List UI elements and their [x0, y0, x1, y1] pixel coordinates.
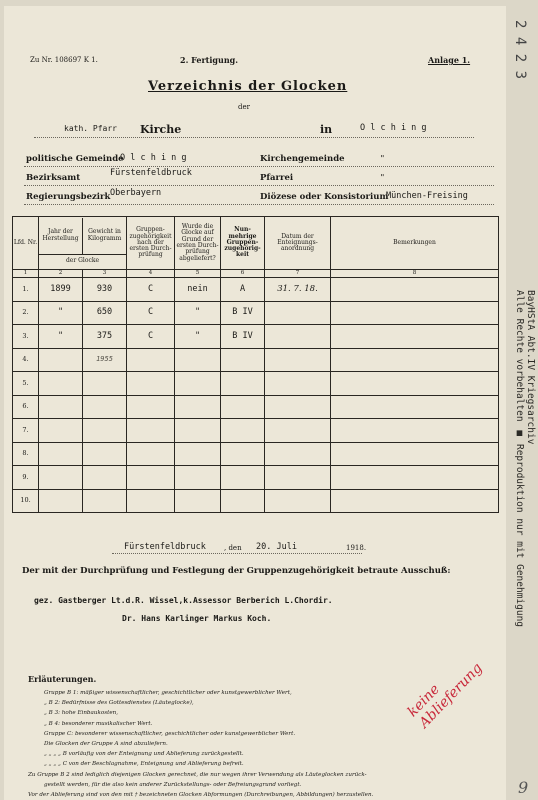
cell-bem — [331, 278, 499, 302]
cell-gruppe — [127, 466, 175, 490]
document-page — [4, 6, 506, 800]
table-row — [13, 466, 499, 490]
dioezese-value: München-Freising — [386, 191, 468, 201]
note-line: „ „ „ „ B vorläufig von der Enteignung und Ablieferung zurückgestellt. — [44, 751, 244, 758]
cell-nun — [221, 419, 265, 443]
date-den: , den — [224, 544, 242, 552]
bezirksamt-label: Bezirksamt — [26, 173, 81, 183]
cell-datum — [265, 325, 331, 349]
pfarrei-label: Pfarrei — [260, 173, 294, 183]
cell-datum — [265, 395, 331, 419]
cell-abgeliefert — [175, 442, 221, 466]
cell-abgeliefert — [175, 372, 221, 396]
cell-jahr — [39, 489, 83, 513]
cell-abgeliefert: " — [175, 301, 221, 325]
cell-jahr — [39, 372, 83, 396]
table-row — [13, 419, 499, 443]
header-bemerkungen: Bemerkungen — [331, 217, 499, 270]
cell-jahr — [39, 419, 83, 443]
pfarrei-value: " — [380, 173, 385, 182]
archive-stamp-line-2: Alle Rechte vorbehalten ■ Reproduktion nur mit Genehmigung — [514, 290, 525, 628]
header-abgeliefert: Wurde die Glocke auf Grund der ersten Durch-prüfung abgeliefert? — [175, 217, 221, 270]
note-line: „ B 3: hohe Einbaukosten, — [44, 710, 119, 717]
church-kind: kath. Pfarr — [64, 124, 117, 133]
cell-bem — [331, 489, 499, 513]
bell-register-table — [12, 216, 499, 513]
cell-jahr — [39, 442, 83, 466]
handwritten-red-note: keine Ablieferung — [404, 660, 486, 732]
field-rule-1 — [24, 166, 494, 167]
table-row — [13, 278, 499, 302]
cell-gewicht — [83, 442, 127, 466]
cell-bem — [331, 348, 499, 372]
cell-abgeliefert — [175, 489, 221, 513]
reference-number: Zu Nr. 108697 K 1. — [30, 56, 98, 64]
cell-datum — [265, 348, 331, 372]
committee-signatures-1: gez. Gastberger Lt.d.R. Wissel,k.Assessor Berberich L.Chordir. — [34, 596, 333, 605]
note-line: Vor der Ablieferung sind von den mit † bezeichneten Glocken Abformungen (Durchreibungen, Abbildungen) herzustellen. — [28, 792, 374, 799]
table-row — [13, 395, 499, 419]
committee-signatures-2: Dr. Hans Karlinger Markus Koch. — [122, 614, 272, 623]
table-row — [13, 442, 499, 466]
table-body — [13, 278, 499, 513]
church-line-rule — [34, 137, 474, 138]
notes-title: Erläuterungen. — [28, 674, 97, 684]
note-line: gestellt werden, für die also kein anderer Zurückstellungs- oder Befreiungsgrund vorliegt. — [44, 781, 302, 788]
cell-bem — [331, 395, 499, 419]
cell-nun: B IV — [221, 325, 265, 349]
header-der-glocke: der Glocke — [39, 254, 126, 269]
cell-gewicht — [83, 489, 127, 513]
cell-abgeliefert — [175, 419, 221, 443]
cell-bem — [331, 301, 499, 325]
col-num-2: 2 — [39, 270, 83, 278]
col-num-7: 7 — [265, 270, 331, 278]
gemeinde-label: politische Gemeinde — [26, 154, 124, 164]
date-rule — [112, 553, 362, 554]
table-row — [13, 301, 499, 325]
header-jahr: Jahr der Herstellung — [39, 218, 83, 255]
table-row — [13, 348, 499, 372]
header-lfd-nr: Lfd. Nr. — [13, 217, 39, 270]
cell-nr: 9. — [13, 466, 39, 490]
cell-nr: 1. — [13, 278, 39, 302]
table-header-row — [13, 217, 499, 270]
church-in-label: in — [320, 123, 333, 136]
cell-nun — [221, 442, 265, 466]
church-place: O l c h i n g — [360, 123, 427, 133]
cell-jahr — [39, 395, 83, 419]
cell-nun — [221, 395, 265, 419]
signing-date: 20. Juli — [256, 542, 297, 552]
cell-nr: 7. — [13, 419, 39, 443]
regierungsbezirk-label: Regierungsbezirk — [26, 192, 111, 202]
note-line: „ „ „ „ C von der Beschlagnahme, Enteignung und Ablieferung befreit. — [44, 761, 244, 768]
cell-gewicht — [83, 372, 127, 396]
cell-bem — [331, 466, 499, 490]
archive-stamp — [514, 290, 536, 627]
cell-nun — [221, 372, 265, 396]
note-line: Gruppe C: besonderer wissenschaftlicher, geschichtlicher oder kunstgewerblicher Wert. — [44, 730, 296, 737]
col-num-1: 1 — [13, 270, 39, 278]
cell-gewicht — [83, 466, 127, 490]
notes-list — [28, 688, 374, 800]
document-title: Verzeichnis der Glocken — [148, 79, 348, 94]
cell-bem — [331, 325, 499, 349]
header-datum: Datum der Enteignungs-anordnung — [265, 217, 331, 270]
cell-datum — [265, 442, 331, 466]
cell-gruppe — [127, 372, 175, 396]
cell-jahr: " — [39, 325, 83, 349]
column-number-row — [13, 270, 499, 278]
cell-bem — [331, 442, 499, 466]
note-line: Gruppe B 1: mäßiger wissenschaftlicher, geschichtlicher oder kunstgewerblicher Wert, — [44, 690, 292, 696]
cell-datum — [265, 372, 331, 396]
col-num-4: 4 — [127, 270, 175, 278]
gemeinde-value: O l c h i n g — [120, 153, 187, 163]
cell-nr: 8. — [13, 442, 39, 466]
cell-gewicht: 930 — [83, 278, 127, 302]
cell-abgeliefert — [175, 466, 221, 490]
cell-jahr: 1899 — [39, 278, 83, 302]
cell-gruppe — [127, 348, 175, 372]
header-glocke-group — [39, 217, 127, 270]
cell-datum — [265, 419, 331, 443]
cell-abgeliefert: nein — [175, 278, 221, 302]
note-line: Zu Gruppe B 2 sind lediglich diejenigen Glocken gerechnet, die nur wegen ihrer Verwendung als Läuteglocken zurück- — [28, 771, 367, 778]
church-label: Kirche — [140, 123, 182, 136]
cell-gewicht: 650 — [83, 301, 127, 325]
cell-bem — [331, 372, 499, 396]
cell-nr: 5. — [13, 372, 39, 396]
signing-year: 1918. — [346, 544, 367, 552]
cell-bem — [331, 419, 499, 443]
cell-gruppe — [127, 395, 175, 419]
cell-nr: 4. — [13, 348, 39, 372]
cell-datum — [265, 489, 331, 513]
table-row — [13, 372, 499, 396]
cell-nun — [221, 348, 265, 372]
cell-nun — [221, 466, 265, 490]
cell-jahr: " — [39, 301, 83, 325]
cell-gruppe: C — [127, 278, 175, 302]
cell-nun: B IV — [221, 301, 265, 325]
kirchengemeinde-value: " — [380, 154, 385, 163]
cell-nr: 10. — [13, 489, 39, 513]
place-of-signing: Fürstenfeldbruck — [124, 542, 206, 552]
cell-gruppe: C — [127, 301, 175, 325]
cell-gruppe — [127, 489, 175, 513]
kirchengemeinde-label: Kirchengemeinde — [260, 154, 345, 164]
cell-abgeliefert — [175, 348, 221, 372]
col-num-5: 5 — [175, 270, 221, 278]
cell-gewicht — [83, 395, 127, 419]
regierungsbezirk-value: Oberbayern — [110, 188, 162, 198]
title-subtitle: der — [238, 103, 250, 111]
cell-gruppe — [127, 419, 175, 443]
cell-gruppe: C — [127, 325, 175, 349]
cell-nr: 6. — [13, 395, 39, 419]
bezirksamt-value: Fürstenfeldbruck — [110, 168, 192, 178]
header-gruppe: Gruppen-zugehörigkeit nach der ersten Durch-prüfung — [127, 217, 175, 270]
header-gewicht: Gewicht in Kilogramm — [87, 228, 122, 242]
cell-gewicht: 375 — [83, 325, 127, 349]
table-row — [13, 325, 499, 349]
annex-label: Anlage 1. — [428, 55, 471, 65]
margin-marks: 2 4 2 3 — [512, 20, 528, 80]
cell-datum: 31. 7. 18. — [265, 278, 331, 302]
note-line: Die Glocken der Gruppe A sind abzuliefern. — [44, 741, 168, 748]
cell-abgeliefert — [175, 395, 221, 419]
field-rule-3 — [24, 204, 494, 205]
header-nunmehrige: Nun-mehrige Gruppen-zugehörig-keit — [221, 217, 265, 270]
cell-nr: 2. — [13, 301, 39, 325]
cell-abgeliefert: " — [175, 325, 221, 349]
cell-nr: 3. — [13, 325, 39, 349]
cell-nun — [221, 489, 265, 513]
field-rule-2 — [24, 185, 494, 186]
archive-stamp-line-1: BayHStA Abt.IV Kriegsarchiv — [525, 290, 536, 445]
note-line: „ B 4: besonderer musikalischer Wert. — [44, 720, 153, 727]
cell-gewicht — [83, 419, 127, 443]
cell-gewicht: 1955 — [83, 348, 127, 372]
cell-nun: A — [221, 278, 265, 302]
col-num-6: 6 — [221, 270, 265, 278]
col-num-3: 3 — [83, 270, 127, 278]
cell-gruppe — [127, 442, 175, 466]
col-num-8: 8 — [331, 270, 499, 278]
corner-mark: 9 — [518, 778, 529, 797]
cell-jahr — [39, 348, 83, 372]
cell-jahr — [39, 466, 83, 490]
dioezese-label: Diözese oder Konsistorium — [260, 192, 389, 202]
committee-label: Der mit der Durchprüfung und Festlegung der Gruppenzugehörigkeit betraute Ausschuß: — [22, 566, 451, 576]
note-line: „ B 2: Bedürfnisse des Gottesdienstes (Läuteglocke), — [44, 700, 194, 707]
table-row — [13, 489, 499, 513]
edition-label: 2. Fertigung. — [180, 55, 239, 65]
cell-datum — [265, 466, 331, 490]
cell-datum — [265, 301, 331, 325]
